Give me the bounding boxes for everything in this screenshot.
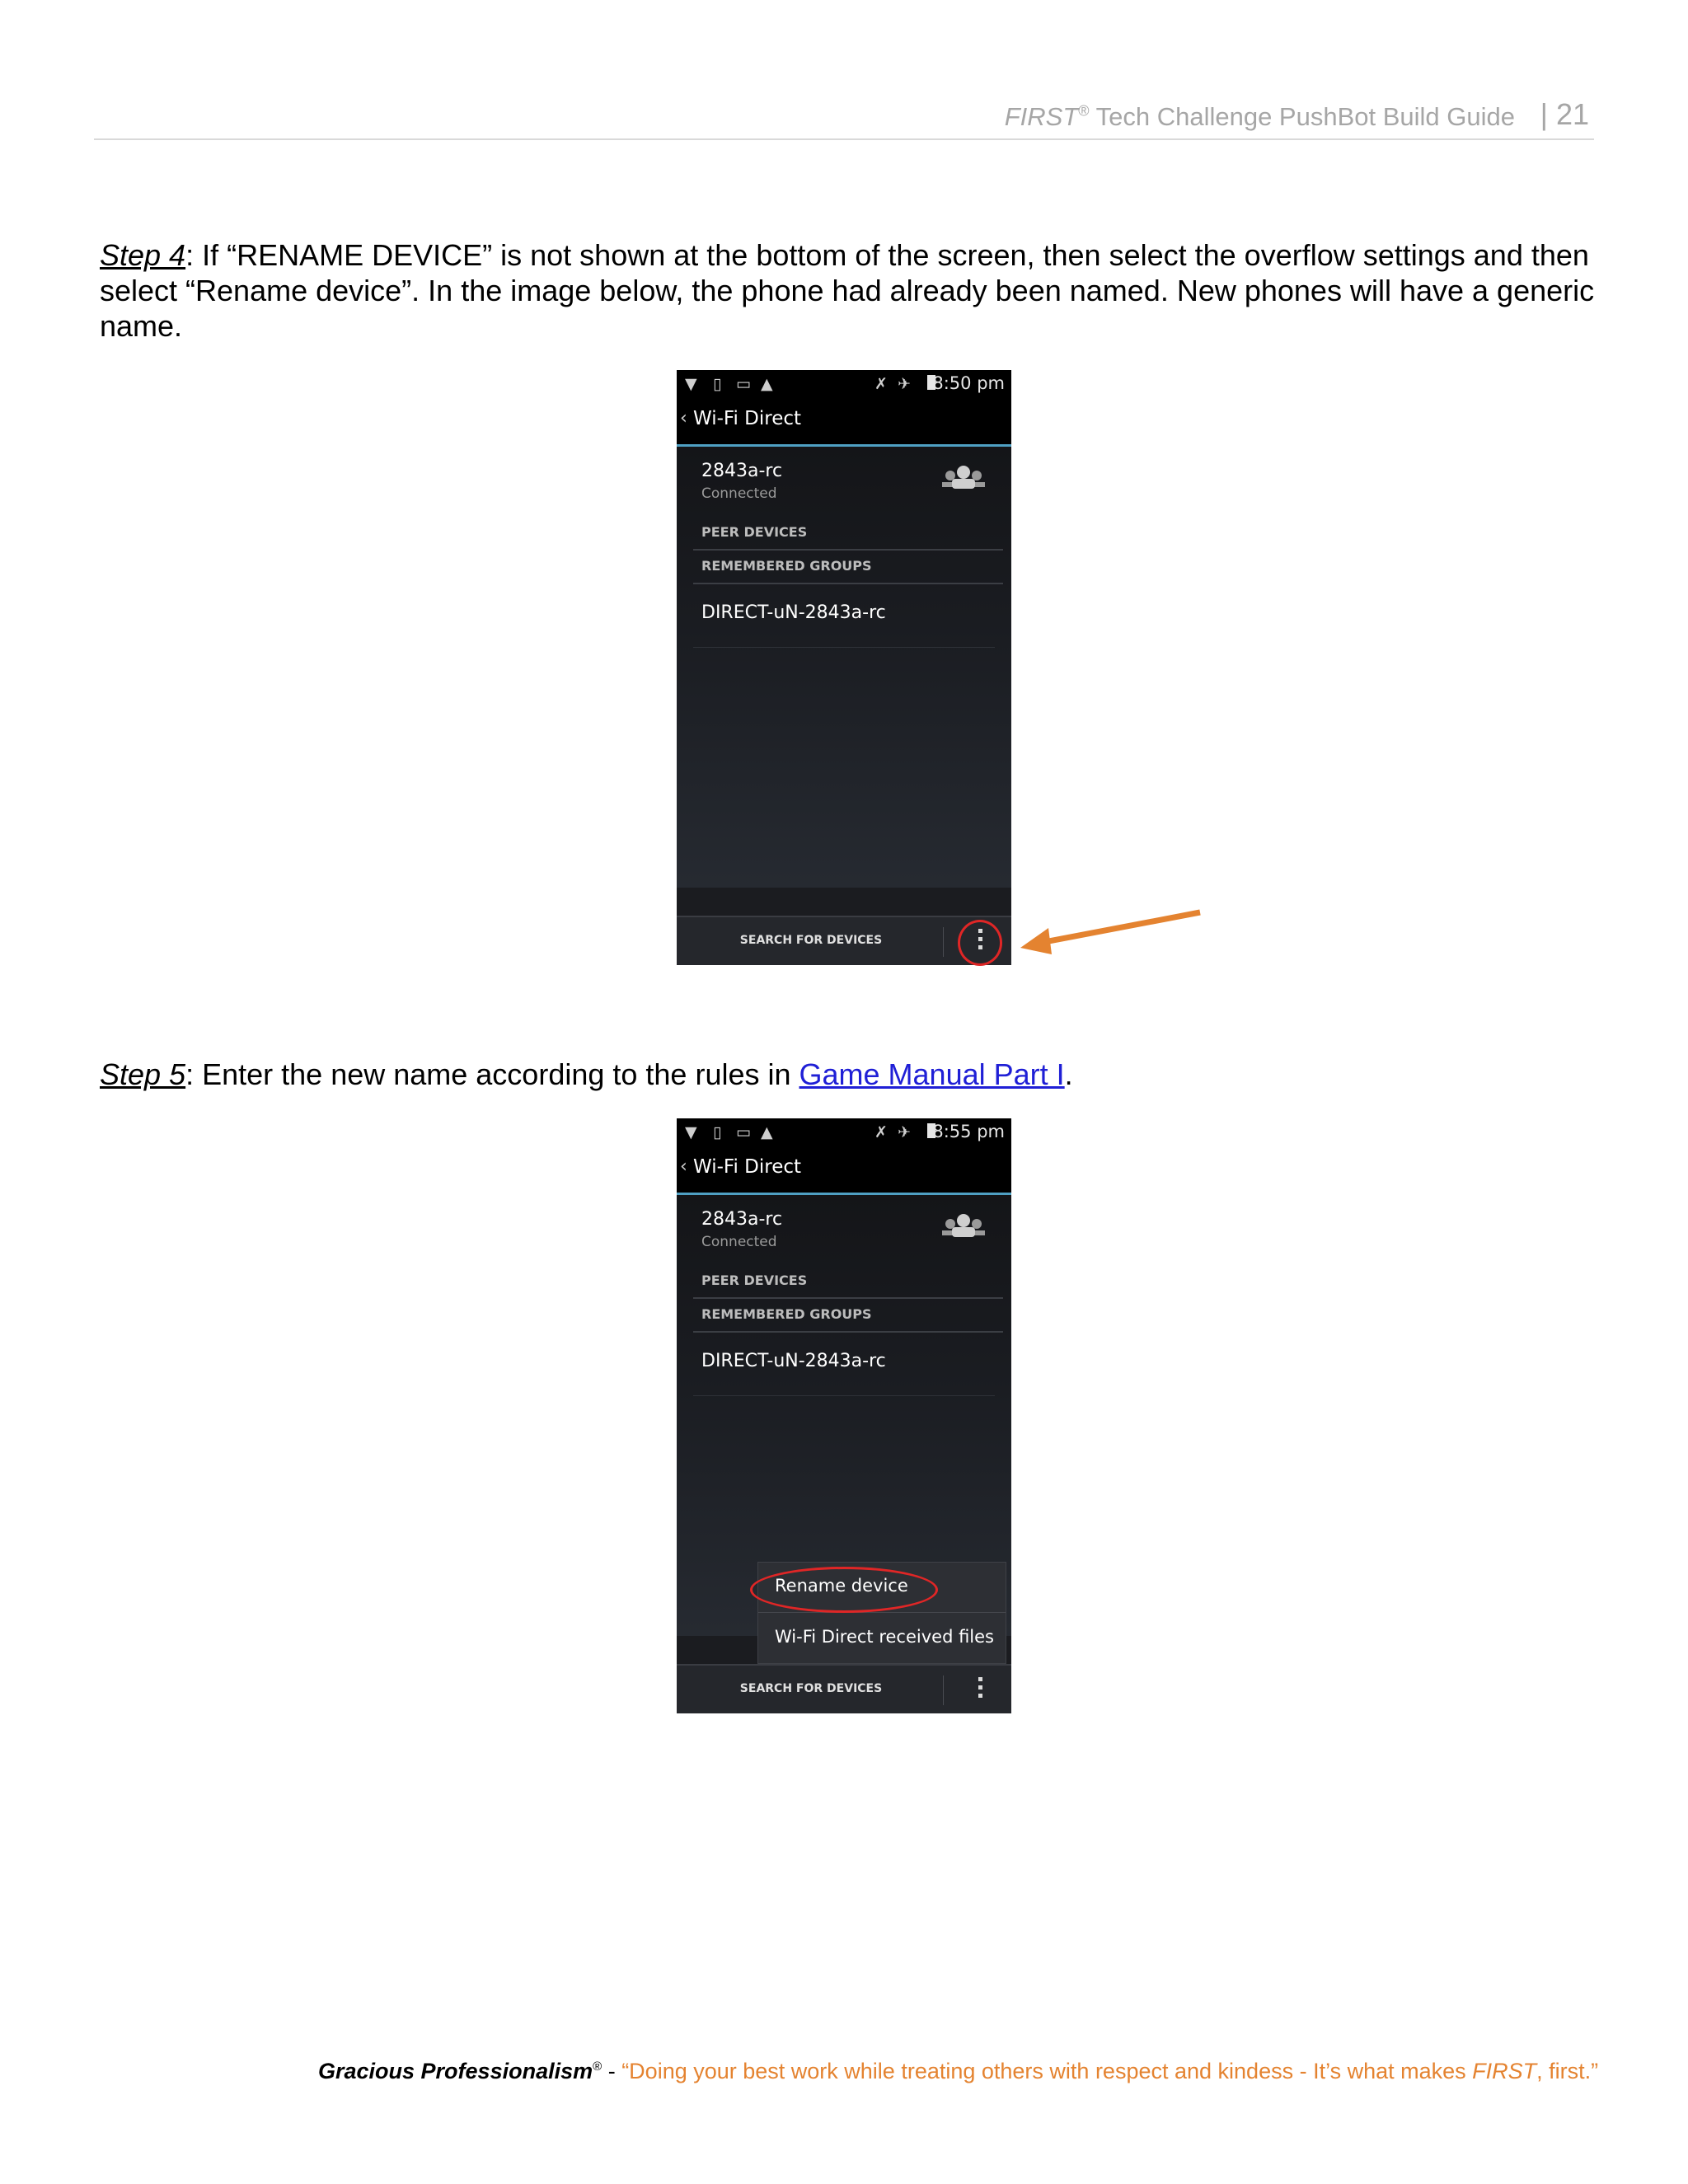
image-icon: ▭ [736,1123,751,1141]
remembered-groups-header: REMEMBERED GROUPS [693,1306,1003,1333]
search-for-devices-button[interactable]: SEARCH FOR DEVICES [739,934,883,947]
overflow-menu-icon[interactable] [978,1677,983,1702]
status-bar [677,370,1011,396]
overflow-highlight-circle [958,920,1002,966]
remembered-group-item[interactable]: DIRECT-uN-2843a-rc [701,1351,886,1371]
game-manual-link[interactable]: Game Manual Part I [799,1057,1065,1091]
status-time: 8:55 pm [932,1122,1005,1141]
rename-highlight-ellipse [750,1567,938,1613]
step-4-text: : If “RENAME DEVICE” is not shown at the bottom of the screen, then select the overflow settings and then select “Rename device”. In the image below, the phone had already been named. New phones will have a generic name. [100,238,1595,343]
peer-devices-header: PEER DEVICES [693,524,1003,551]
phone-icon: ▯ [713,375,722,393]
status-bar [677,1118,1011,1145]
warning-icon: ▲ [761,375,773,393]
phone-screenshot-1 [677,370,1011,965]
back-chevron-icon[interactable]: ‹ [680,408,687,429]
wifi-icon: ▼ [685,1123,697,1141]
page-number: | 21 [1540,97,1589,131]
wifi-icon: ▼ [685,375,697,393]
remembered-group-item[interactable]: DIRECT-uN-2843a-rc [701,602,886,623]
warning-icon: ▲ [761,1123,773,1141]
peer-devices-header: PEER DEVICES [693,1272,1003,1299]
airplane-icon: ✈ [898,375,911,393]
mute-icon: ✗ [874,375,888,393]
step-5-paragraph: Step 5: Enter the new name according to the rules in Game Manual Part I. [100,1057,1073,1091]
image-icon: ▭ [736,375,751,393]
phone-icon: ▯ [713,1123,722,1141]
mute-icon: ✗ [874,1123,888,1141]
step-5-label: Step 5 [100,1057,186,1091]
search-for-devices-button[interactable]: SEARCH FOR DEVICES [739,1682,883,1695]
device-status: Connected [701,1234,777,1250]
page-footer: Gracious Professionalism® - “Doing your best work while treating others with respect and kindess - It’s what makes FIRST, first.” [318,2059,1599,2083]
phone-screenshot-2 [677,1118,1011,1713]
group-icon [940,1211,987,1244]
pointer-arrow [1019,907,1202,956]
step-4-paragraph [100,237,1600,344]
remembered-groups-header: REMEMBERED GROUPS [693,558,1003,584]
bottom-bar [677,1664,1011,1713]
device-name[interactable]: 2843a-rc [701,461,783,481]
page-header [94,97,1594,140]
menu-item-received-files[interactable]: Wi-Fi Direct received files [775,1627,994,1647]
action-bar [677,1145,1011,1195]
header-title: FIRST® Tech Challenge PushBot Build Guide [1004,102,1515,131]
step-4-label: Step 4 [100,238,186,272]
menu-item-rename-device[interactable]: Rename device [775,1576,908,1596]
screen-title: Wi-Fi Direct [693,408,802,429]
screen-title: Wi-Fi Direct [693,1156,802,1178]
device-name[interactable]: 2843a-rc [701,1209,783,1230]
device-status: Connected [701,485,777,502]
back-chevron-icon[interactable]: ‹ [680,1156,687,1177]
airplane-icon: ✈ [898,1123,911,1141]
action-bar [677,396,1011,447]
group-icon [940,462,987,495]
status-time: 8:50 pm [932,373,1005,393]
